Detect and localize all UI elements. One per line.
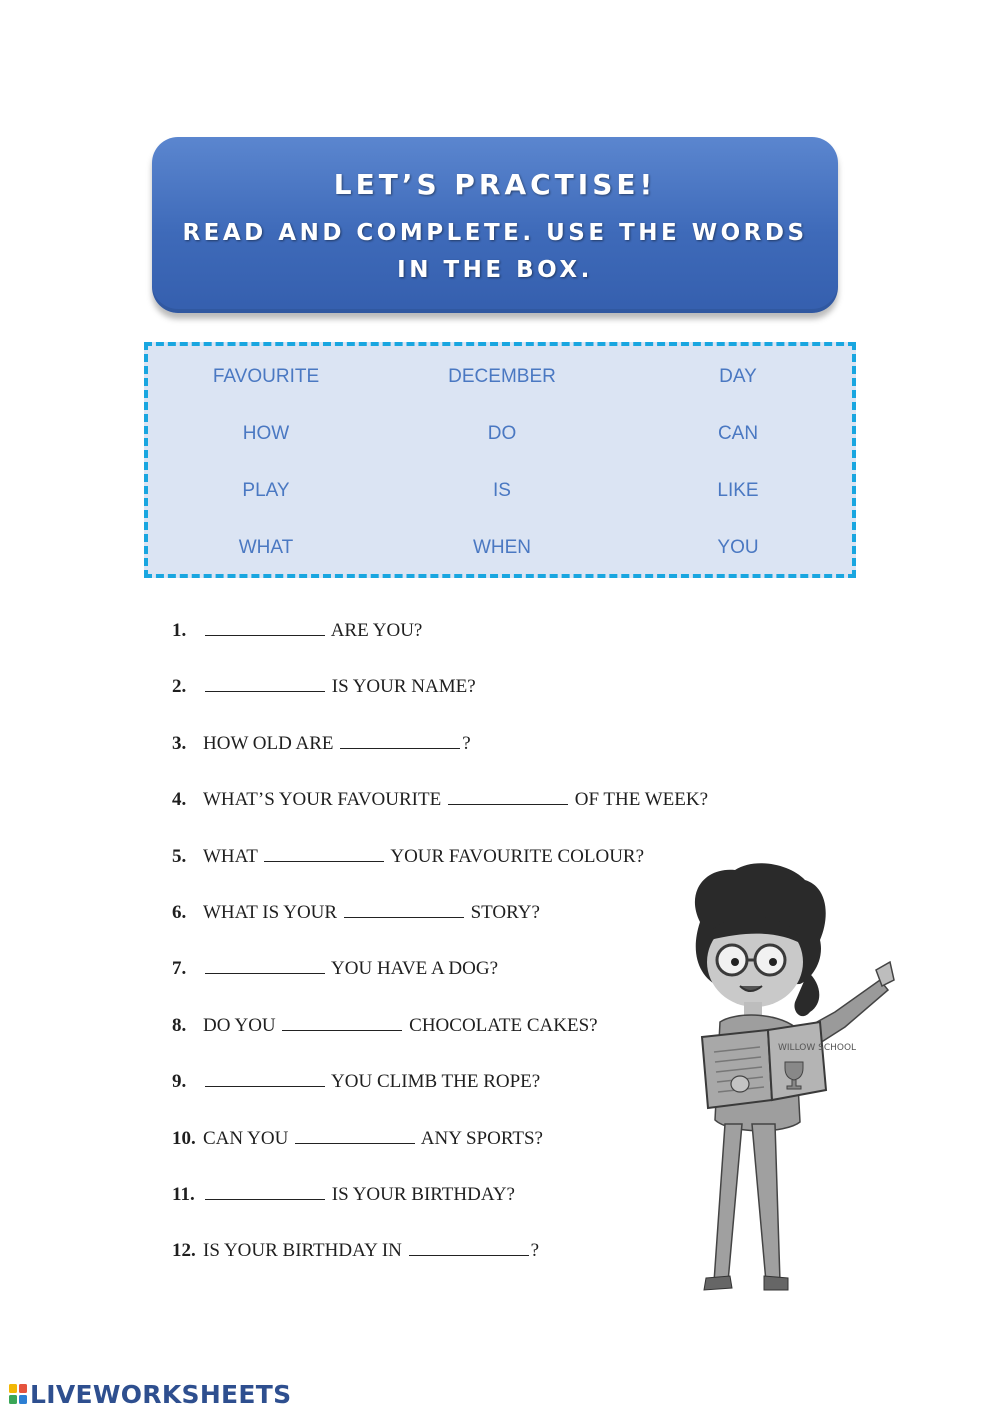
word-box-word: IS [493, 480, 511, 501]
question-text-after: ANY SPORTS? [420, 1127, 543, 1149]
question-number: 4. [172, 789, 187, 811]
answer-blank[interactable] [295, 1128, 415, 1144]
question-item [172, 620, 422, 642]
question-text-before: HOW OLD ARE [203, 732, 334, 754]
answer-blank[interactable] [409, 1240, 529, 1256]
question-number: 2. [172, 676, 187, 698]
word-box-word: YOU [717, 537, 759, 558]
answer-blank[interactable] [205, 676, 325, 692]
word-box-word: CAN [717, 423, 759, 444]
answer-blank[interactable] [205, 1071, 325, 1087]
question-number: 5. [172, 845, 187, 867]
question-number: 8. [172, 1014, 187, 1036]
word-grid [148, 346, 852, 574]
question-text-before: WHAT IS YOUR [203, 902, 338, 923]
word-box-word: PLAY [242, 480, 290, 501]
question-text-after: IS YOUR NAME? [331, 676, 476, 698]
question-text-before: IS YOUR BIRTHDAY IN [203, 1240, 402, 1262]
question-text-after: YOU CLIMB THE ROPE? [331, 1071, 541, 1093]
answer-blank[interactable] [340, 733, 460, 749]
question-text-after: YOUR FAVOURITE COLOUR? [390, 845, 645, 867]
worksheet-instructions: READ AND COMPLETE. USE THE WORDS IN THE BOX. [182, 220, 808, 283]
word-box [144, 342, 856, 578]
question-number: 1. [172, 620, 187, 641]
answer-blank[interactable] [264, 846, 384, 862]
answer-blank[interactable] [205, 1184, 325, 1200]
word-box-word: LIKE [717, 480, 759, 501]
liveworksheets-logo-icon [8, 1383, 28, 1405]
question-text-before: DO YOU [203, 1014, 276, 1036]
question-item [172, 1184, 515, 1206]
question-item [172, 1128, 543, 1150]
answer-blank[interactable] [344, 902, 464, 918]
question-number: 6. [172, 902, 187, 923]
site-footer [8, 1380, 291, 1410]
question-number: 3. [172, 732, 187, 754]
word-box-word: DECEMBER [448, 366, 556, 387]
question-text-before: CAN YOU [203, 1127, 289, 1149]
answer-blank[interactable] [205, 620, 325, 636]
question-text-after: OF THE WEEK? [574, 789, 709, 811]
question-text-before: WHAT [203, 845, 258, 867]
worksheet-title: LET’S PRACTISE! [333, 168, 657, 201]
girl-reading-illustration [680, 862, 895, 1292]
question-text-after: YOU HAVE A DOG? [331, 958, 499, 980]
question-text-after: IS YOUR BIRTHDAY? [331, 1184, 515, 1205]
question-item [172, 789, 708, 811]
question-item [172, 1071, 540, 1093]
question-text-after: STORY? [470, 902, 540, 923]
word-box-word: WHEN [472, 537, 532, 558]
question-number: 7. [172, 958, 187, 980]
question-text-after: ? [462, 732, 471, 754]
title-banner [152, 137, 838, 313]
word-box-word: HOW [242, 423, 290, 444]
question-number: 9. [172, 1071, 187, 1093]
question-number: 12. [172, 1240, 196, 1262]
question-item [172, 958, 498, 980]
question-item [172, 902, 540, 924]
question-text-after: CHOCOLATE CAKES? [409, 1014, 598, 1036]
question-number: 10. [172, 1127, 196, 1149]
book-title: WILLOW SCHOOL [778, 1043, 857, 1053]
answer-blank[interactable] [205, 958, 325, 974]
word-box-word: WHAT [238, 537, 294, 558]
question-text-before: WHAT’S YOUR FAVOURITE [203, 789, 442, 811]
question-text-after: ARE YOU? [330, 620, 423, 641]
footer-brand: LIVEWORKSHEETS [30, 1380, 292, 1409]
question-text-after: ? [530, 1240, 540, 1262]
question-item [172, 846, 644, 868]
question-item [172, 1240, 539, 1262]
question-item [172, 733, 471, 755]
question-number: 11. [172, 1184, 195, 1205]
word-box-word: FAVOURITE [212, 366, 320, 387]
word-box-word: DO [487, 423, 517, 444]
question-item [172, 1015, 598, 1037]
answer-blank[interactable] [448, 789, 568, 805]
answer-blank[interactable] [282, 1015, 402, 1031]
question-item [172, 676, 476, 698]
word-box-word: DAY [719, 366, 757, 387]
